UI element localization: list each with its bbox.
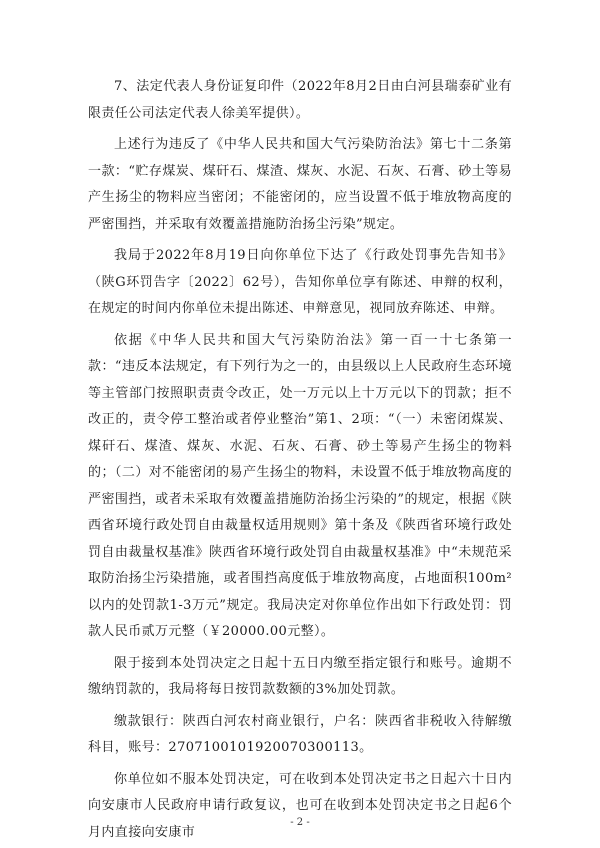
paragraph-prior-notice: 我局于2022年8月19日向你单位下达了《行政处罚事先告知书》（陕G环罚告字〔2022〕62号），告知你单位享有陈述、申辩的权利，在规定的时间内你单位未提出陈述、申辩意见，视同放弃陈述、申辩。 [88, 248, 512, 316]
paragraph-appeal-rights: 你单位如不服本处罚决定，可在收到本处罚决定书之日起六十日内向安康市人民政府申请行政复议，也可在收到本处罚决定书之日起6个月内直接向安康市 [88, 771, 512, 840]
paragraph-legal-rep-id: 7、法定代表人身份证复印件（2022年8月2日由白河县瑞泰矿业有限责任公司法定代表人徐美军提供）。 [88, 79, 512, 121]
paragraph-violation: 上述行为违反了《中华人民共和国大气污染防治法》第七十二条第一款：“贮存煤炭、煤矸石、煤渣、煤灰、水泥、石灰、石膏、砂土等易产生扬尘的物料应当密闭；不能密闭的，应当设置不低于堆放物高度的严密围挡，并采取有效覆盖措施防治扬尘污染”规定。 [88, 137, 512, 232]
paragraph-payment-deadline: 限于接到本处罚决定之日起十五日内缴至指定银行和账号。逾期不缴纳罚款的，我局将每日按罚款数额的3%加处罚款。 [88, 655, 512, 697]
page-number: - 2 - [290, 817, 310, 828]
paragraph-penalty-basis: 依据《中华人民共和国大气污染防治法》第一百一十七条第一款：“违反本法规定，有下列行为之一的，由县级以上人民政府生态环境等主管部门按照职责责令改正，处一万元以上十万元以下的罚款；拒不改正的，责令停工整治或者停业整治”第1、2项：“（一）未密闭煤炭、煤矸石、煤渣、煤灰、水泥、石灰、石膏、砂土等易产生扬尘的物料的；（二）对不能密闭的易产生扬尘的物料，未设置不低于堆放物高度的严密围挡，或者未采取有效覆盖措施防治扬尘污染的”的规定，根据《陕西省环境行政处罚自由裁量权适用规则》第十条及《陕西省环境行政处罚自由裁量权基准》陕西省环境行政处罚自由裁量权基准》中“未规范采取防治扬尘污染措施，或者围挡高度低于堆放物高度，占地面积100m²以内的处罚款1-3万元”规定。我局决定对你单位作出如下行政处罚：罚款人民币贰万元整（￥20000.00元整）。 [88, 332, 512, 639]
paragraph-bank-account: 缴款银行：陕西白河农村商业银行，户名：陕西省非税收入待解缴科目，账号：2707100101920070300113。 [88, 713, 512, 755]
